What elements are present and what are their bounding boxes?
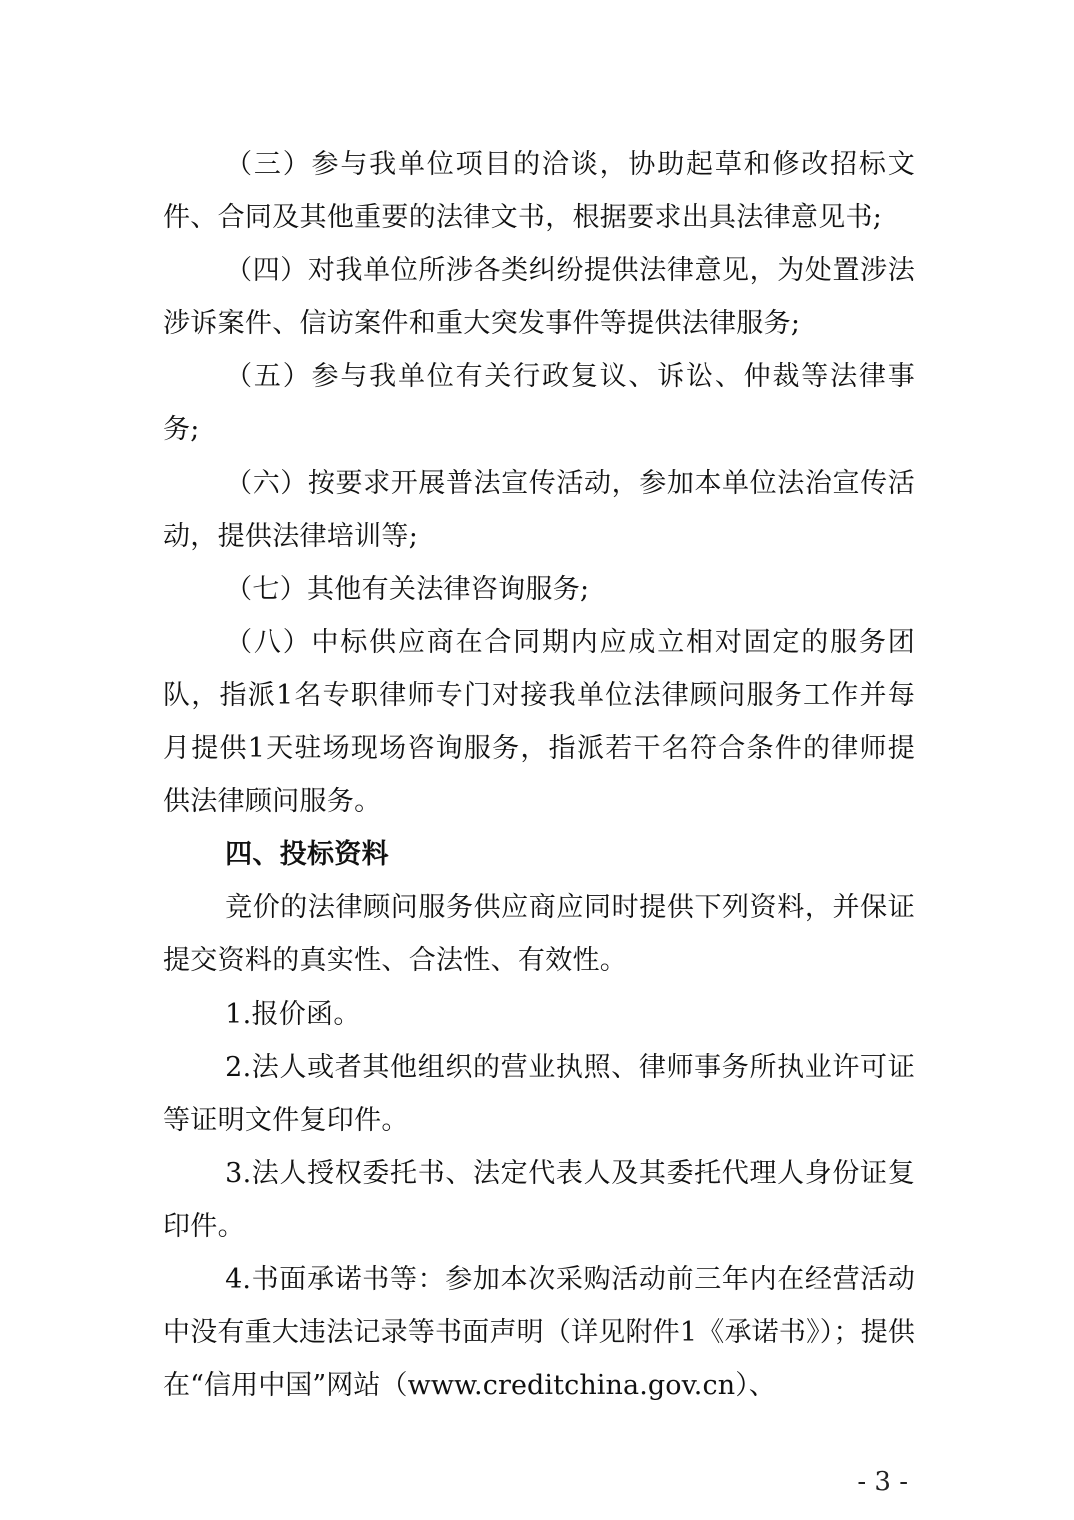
list-item-3: 3.法人授权委托书、法定代表人及其委托代理人身份证复印件。 (163, 1157, 915, 1242)
section-heading-bid-materials: 四、投标资料 (225, 839, 389, 871)
paragraph-item-5: （五）参与我单位有关行政复议、诉讼、仲裁等法律事务; (163, 361, 915, 446)
page-number: - 3 - (857, 1467, 908, 1497)
paragraph-item-8: （八）中标供应商在合同期内应成立相对固定的服务团队，指派1名专职律师专门对接我单位法律顾问服务工作并每月提供1天驻场现场咨询服务，指派若干名符合条件的律师提供法律顾问服务。 (163, 626, 915, 818)
list-item-4: 4.书面承诺书等：参加本次采购活动前三年内在经营活动中没有重大违法记录等书面声明（详见附件1《承诺书》）；提供在“信用中国”网站（www.creditchina.gov.cn）、 (163, 1263, 915, 1402)
paragraph-item-7: （七）其他有关法律咨询服务; (225, 573, 590, 605)
paragraph-intro: 竞价的法律顾问服务供应商应同时提供下列资料，并保证提交资料的真实性、合法性、有效性。 (163, 892, 915, 977)
paragraph-item-4: （四）对我单位所涉各类纠纷提供法律意见，为处置涉法涉诉案件、信访案件和重大突发事件等提供法律服务; (163, 255, 915, 340)
list-item-1: 1.报价函。 (225, 998, 361, 1030)
list-item-2: 2.法人或者其他组织的营业执照、律师事务所执业许可证等证明文件复印件。 (163, 1051, 915, 1136)
paragraph-item-6: （六）按要求开展普法宣传活动，参加本单位法治宣传活动，提供法律培训等; (163, 467, 915, 552)
document-body (163, 138, 915, 1412)
paragraph-item-3: （三）参与我单位项目的洽谈，协助起草和修改招标文件、合同及其他重要的法律文书，根据要求出具法律意见书; (163, 149, 915, 234)
